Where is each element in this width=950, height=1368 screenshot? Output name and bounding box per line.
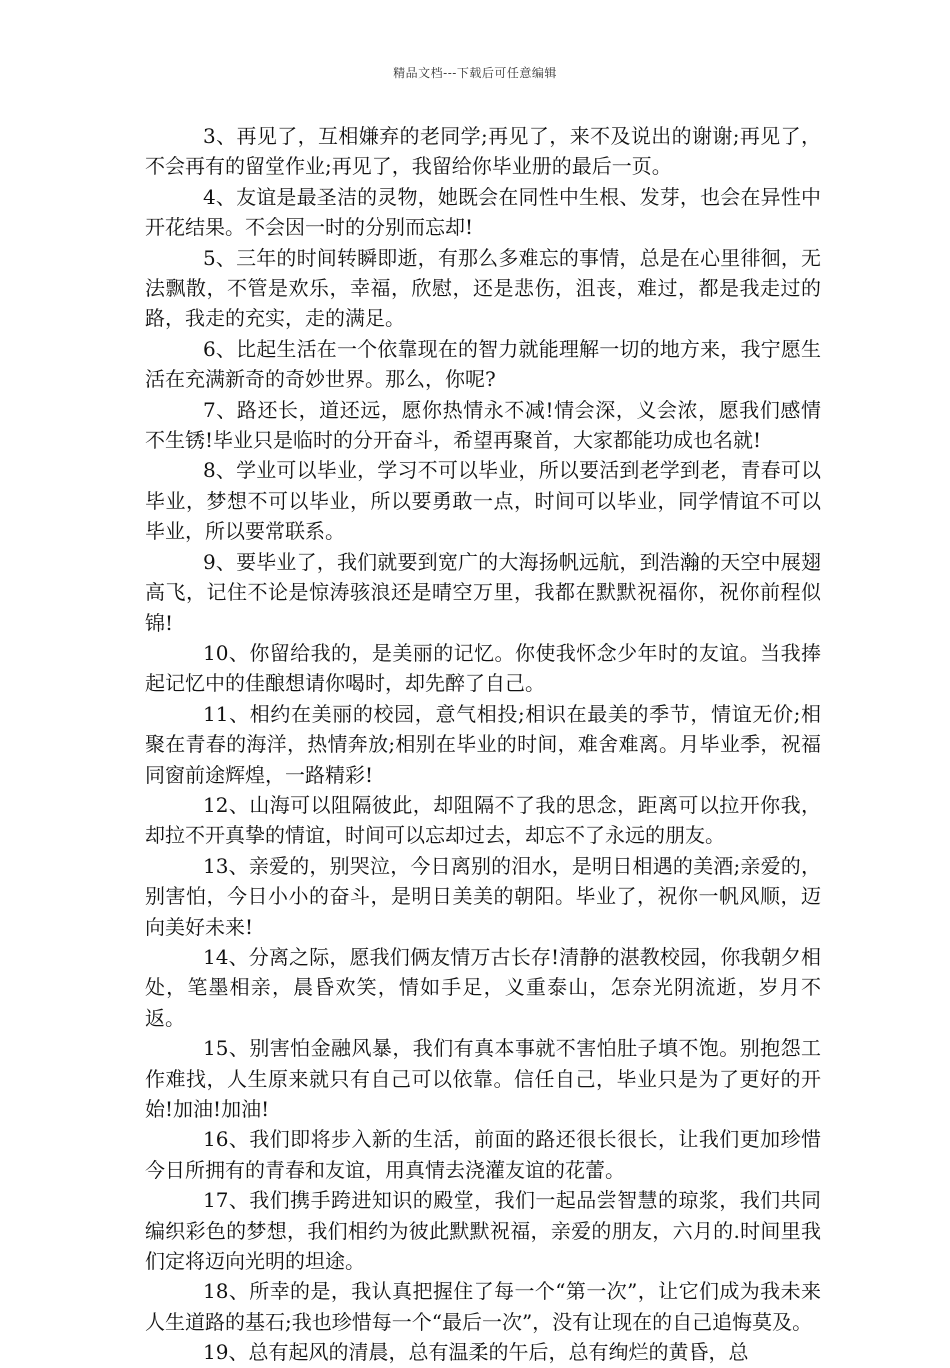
page-header: 精品文档---下载后可任意编辑	[393, 66, 557, 80]
paragraph-11: 11、相约在美丽的校园，意气相投;相识在最美的季节，情谊无价;相聚在青春的海洋，热情奔放;相别在毕业的时间，难舍难离。月毕业季，祝福同窗前途辉煌，一路精彩!	[145, 701, 821, 787]
paragraph-8: 8、学业可以毕业，学习不可以毕业，所以要活到老学到老，青春可以毕业，梦想不可以毕业，所以要勇敢一点，时间可以毕业，同学情谊不可以毕业，所以要常联系。	[145, 458, 821, 544]
paragraph-15: 15、别害怕金融风暴，我们有真本事就不害怕肚子填不饱。别抱怨工作难找，人生原来就只有自己可以依靠。信任自己，毕业只是为了更好的开始!加油!加油!	[145, 1036, 821, 1121]
paragraph-16: 16、我们即将步入新的生活，前面的路还很长很长，让我们更加珍惜今日所拥有的青春和友谊，用真情去浇灌友谊的花蕾。	[145, 1127, 821, 1182]
paragraph-9: 9、要毕业了，我们就要到宽广的大海扬帆远航，到浩瀚的天空中展翅高飞，记住不论是惊涛骇浪还是晴空万里，我都在默默祝福你，祝你前程似锦!	[145, 549, 821, 635]
paragraph-4: 4、友谊是最圣洁的灵物，她既会在同性中生根、发芽，也会在异性中开花结果。不会因一时的分别而忘却!	[145, 184, 821, 240]
paragraph-6: 6、比起生活在一个依靠现在的智力就能理解一切的地方来，我宁愿生活在充满新奇的奇妙世界。那么，你呢?	[145, 336, 821, 392]
paragraph-13: 13、亲爱的，别哭泣，今日离别的泪水，是明日相遇的美酒;亲爱的，别害怕，今日小小的奋斗，是明日美美的朝阳。毕业了，祝你一帆风顺，迈向美好未来!	[145, 853, 821, 939]
paragraph-7: 7、路还长，道还远，愿你热情永不减!情会深，义会浓，愿我们感情不生锈!毕业只是临时的分开奋斗，希望再聚首，大家都能功成也名就!	[145, 397, 821, 453]
paragraph-17: 17、我们携手跨进知识的殿堂，我们一起品尝智慧的琼浆，我们共同编织彩色的梦想，我们相约为彼此默默祝福，亲爱的朋友，六月的.时间里我们定将迈向光明的坦途。	[145, 1188, 821, 1274]
paragraph-5: 5、三年的时间转瞬即逝，有那么多难忘的事情，总是在心里徘徊，无法飘散，不管是欢乐，幸福，欣慰，还是悲伤，沮丧，难过，都是我走过的路，我走的充实，走的满足。	[145, 245, 821, 331]
paragraph-10: 10、你留给我的，是美丽的记忆。你使我怀念少年时的友谊。当我捧起记忆中的佳酿想请你喝时，却先醉了自己。	[145, 640, 821, 696]
paragraph-14: 14、分离之际，愿我们俩友情万古长存!清静的湛教校园，你我朝夕相处，笔墨相亲，晨昏欢笑，情如手足，义重泰山，怎奈光阴流逝，岁月不返。	[145, 944, 821, 1030]
document-body	[145, 121, 821, 1368]
paragraph-3: 3、再见了，互相嫌弃的老同学;再见了，来不及说出的谢谢;再见了，不会再有的留堂作业;再见了，我留给你毕业册的最后一页。	[145, 124, 821, 179]
paragraph-12: 12、山海可以阻隔彼此，却阻隔不了我的思念，距离可以拉开你我，却拉不开真挚的情谊，时间可以忘却过去，却忘不了永远的朋友。	[145, 792, 821, 848]
paragraph-18: 18、所幸的是，我认真把握住了每一个“第一次”，让它们成为我未来人生道路的基石;我也珍惜每一个“最后一次”，没有让现在的自己追悔莫及。	[145, 1279, 821, 1334]
paragraph-19: 19、总有起风的清晨，总有温柔的午后，总有绚烂的黄昏，总	[203, 1340, 749, 1365]
